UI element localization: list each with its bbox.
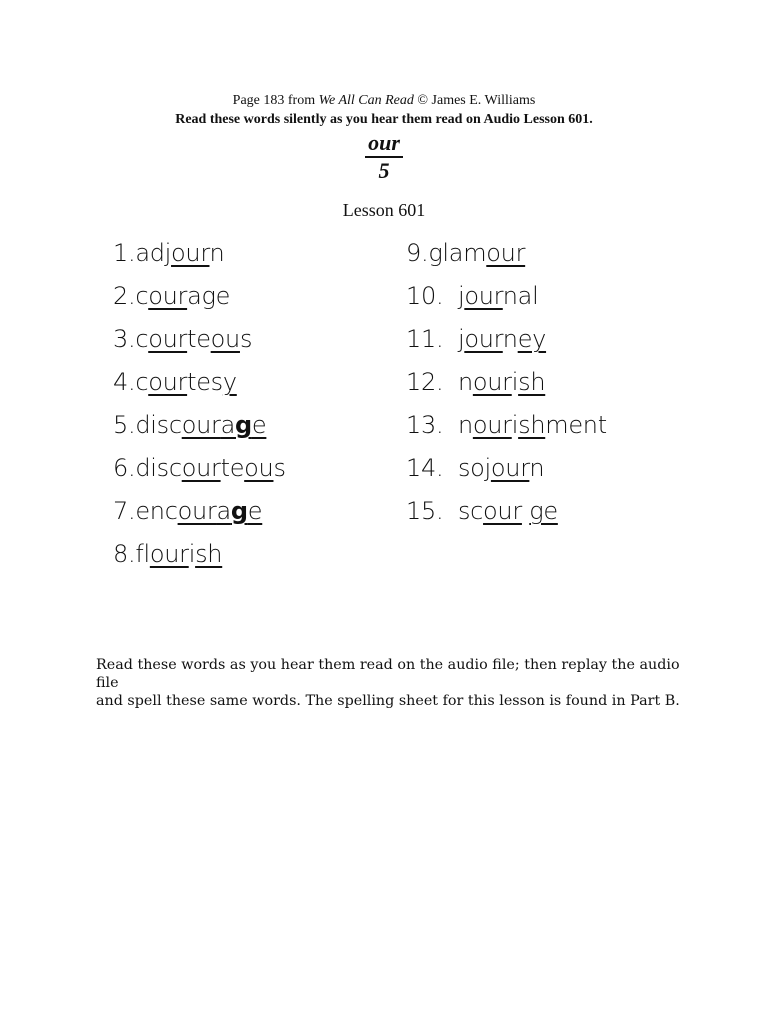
word-letters: n: [209, 239, 225, 267]
pattern-letters: our: [368, 130, 400, 155]
underlined-letters: g: [230, 497, 248, 525]
word-item: [113, 406, 286, 449]
word-item: [113, 449, 286, 492]
word-letters: ment: [545, 411, 607, 439]
word-letters: te: [187, 325, 211, 353]
copyright: © James E. Williams: [413, 93, 536, 108]
word-letters: n: [502, 325, 518, 353]
word-letters: glam: [428, 239, 487, 267]
word-letters: j: [457, 282, 465, 310]
underlined-letters: our: [483, 497, 522, 525]
word-letters: disc: [135, 454, 182, 482]
source-line: [0, 93, 768, 109]
underlined-letters: our: [148, 368, 188, 396]
underlined-letters: our: [472, 411, 512, 439]
word-number: 9.: [406, 239, 429, 267]
word-item: [406, 406, 607, 449]
word-letters: adj: [135, 239, 172, 267]
underlined-letters: our: [148, 325, 188, 353]
word-item: [113, 320, 286, 363]
word-letters: s: [273, 454, 286, 482]
word-number: 13.: [406, 411, 458, 439]
word-letters: i: [511, 368, 519, 396]
source-prefix: Page 183 from: [232, 93, 319, 108]
word-number: 14.: [406, 454, 458, 482]
word-letters: i: [188, 540, 196, 568]
pattern-number: 5: [365, 156, 403, 184]
word-number: 4.: [113, 368, 136, 396]
word-item: [406, 363, 607, 406]
underlined-letters: our: [148, 282, 188, 310]
word-item: [113, 492, 286, 535]
word-number: 2.: [113, 282, 136, 310]
underlined-letters: g: [235, 411, 252, 439]
word-letters: te: [220, 454, 245, 482]
instructions-line-2: and spell these same words. The spelling sheet for this lesson is found in Part B.: [96, 693, 680, 709]
lesson-title: Lesson 601: [342, 200, 426, 220]
word-letters: nal: [502, 282, 539, 310]
word-number: 3.: [113, 325, 136, 353]
underlined-letters: our: [171, 239, 210, 267]
word-letters: age: [187, 282, 231, 310]
word-letters: enc: [135, 497, 178, 525]
word-letters: fl: [135, 540, 150, 568]
word-item: [113, 234, 286, 277]
underlined-letters: ou: [244, 454, 274, 482]
underlined-letters: our: [177, 497, 217, 525]
underlined-letters: our: [464, 325, 503, 353]
word-letters: n: [457, 411, 473, 439]
instructions: [96, 656, 696, 710]
word-letters: c: [135, 325, 149, 353]
underlined-letters: e: [251, 411, 267, 439]
word-letters: disc: [135, 411, 182, 439]
word-letters: tes: [187, 368, 223, 396]
word-letters: n: [457, 368, 473, 396]
word-number: 1.: [113, 239, 136, 267]
word-item: [113, 363, 286, 406]
underlined-letters: y: [222, 368, 237, 396]
word-letters: s: [239, 325, 253, 353]
underlined-letters: sh: [518, 368, 546, 396]
underlined-letters: sh: [195, 540, 223, 568]
word-number: 6.: [113, 454, 136, 482]
word-list-left: [113, 234, 286, 578]
word-number: 7.: [113, 497, 136, 525]
subtitle: Read these words silently as you hear them read on Audio Lesson 601.: [175, 112, 593, 127]
underlined-letters: a: [216, 497, 231, 525]
instructions-line-1: Read these words as you hear them read on the audio file; then replay the audio file: [96, 657, 680, 691]
word-number: 12.: [406, 368, 458, 396]
word-number: 8.: [113, 540, 136, 568]
word-letters: soj: [457, 454, 491, 482]
word-number: 11.: [406, 325, 458, 353]
word-item: [406, 492, 607, 535]
underlined-letters: a: [220, 411, 236, 439]
underlined-letters: our: [149, 540, 189, 568]
underlined-letters: our: [472, 368, 512, 396]
underlined-letters: our: [181, 411, 221, 439]
book-title: We All Can Read: [318, 93, 414, 108]
word-list-right: [406, 234, 607, 535]
word-item: [406, 449, 607, 492]
word-number: 15.: [406, 497, 458, 525]
underlined-letters: ey: [517, 325, 547, 353]
word-letters: n: [529, 454, 545, 482]
underlined-letters: our: [490, 454, 530, 482]
word-letters: sc: [457, 497, 484, 525]
underlined-letters: ou: [210, 325, 240, 353]
word-letters: c: [135, 282, 149, 310]
word-item: [406, 320, 607, 363]
word-item: [406, 277, 607, 320]
underlined-letters: our: [464, 282, 503, 310]
word-letters: c: [135, 368, 149, 396]
underlined-letters: ge: [529, 497, 558, 525]
underlined-letters: our: [181, 454, 221, 482]
word-item: [406, 234, 607, 277]
word-letters: j: [457, 325, 465, 353]
word-number: 5.: [113, 411, 136, 439]
word-number: 10.: [406, 282, 458, 310]
underlined-letters: sh: [518, 411, 546, 439]
phonics-pattern: [334, 130, 434, 184]
underlined-letters: e: [247, 497, 263, 525]
word-item: [113, 277, 286, 320]
word-letters: i: [511, 411, 519, 439]
underlined-letters: our: [486, 239, 526, 267]
word-item: [113, 535, 286, 578]
